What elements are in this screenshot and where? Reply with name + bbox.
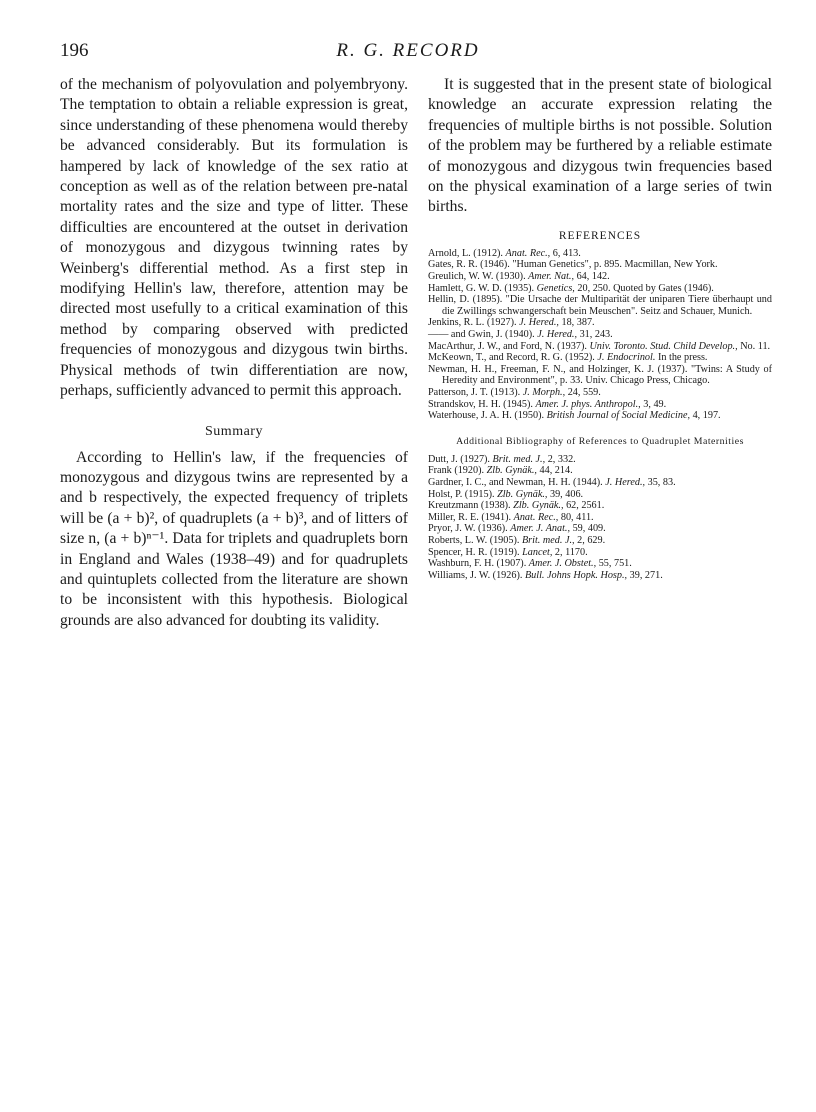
reference-citation: 4, 197. [692,410,721,422]
reference-journal: J. Endocrinol. [597,352,656,364]
reference-item [428,477,772,489]
reference-author: Patterson, J. T. (1913). [428,386,521,398]
additional-references-list [428,454,772,582]
reference-author: Waterhouse, J. A. H. (1950). [428,410,545,422]
reference-citation: No. 11. [740,340,771,352]
reference-journal: Zlb. Gynäk., [513,500,564,512]
reference-citation: In the press. [657,352,708,364]
reference-citation: 31, 243. [579,329,613,340]
reference-item [428,294,772,317]
reference-journal: Brit. med. J., [492,453,546,465]
reference-item [428,399,772,411]
references-heading: REFERENCES [558,229,642,242]
reference-author: MacArthur, J. W., and Ford, N. (1937). [428,340,587,352]
reference-item [428,341,772,353]
reference-author: Miller, R. E. (1941). [428,511,512,523]
summary-heading: Summary [205,423,263,439]
reference-journal: Amer. J. Anat., [510,523,571,535]
reference-citation: 2, 1170. [554,546,588,558]
reference-author: Williams, J. W. (1926). [428,569,523,581]
running-head: R. G. RECORD [336,40,480,61]
reference-author: Newman, H. H., Freeman, F. N., and Holzinger, K. J. (1937). "Twins: A Study of Heredity and Environment", p. 33. Univ. Chicago Press, Chicago. [428,363,772,387]
reference-citation: 3, 49. [643,398,667,410]
reference-citation: 2, 629. [577,534,606,546]
right-column [428,75,772,581]
reference-item [428,410,772,422]
reference-item [428,535,772,547]
reference-author: Hellin, D. (1895). "Die Ursache der Multiparität der uniparen Tiere überhaupt und die Zwillings schwangerschaft bein Meuschen". Seitz and Schauer, Munich. [428,294,772,317]
reference-citation: 39, 271. [629,569,663,581]
reference-citation: 18, 387. [561,317,595,329]
reference-author: Frank (1920). [428,465,485,477]
reference-item [428,512,772,524]
reference-author: Washburn, F. H. (1907). [428,558,527,570]
reference-item [428,570,772,582]
reference-author: Jenkins, R. L. (1927). [428,317,517,329]
reference-item [428,329,772,341]
reference-author: Kreutzmann (1938). [428,500,511,512]
page-number: 196 [60,40,89,61]
left-column [60,75,408,631]
reference-journal: Amer. Nat., [528,271,575,283]
reference-citation: 2, 332. [547,453,576,465]
reference-item [428,352,772,364]
reference-item [428,558,772,570]
reference-citation: 6, 413. [552,247,581,259]
reference-journal: Anat. Rec., [513,511,559,523]
reference-author: Gates, R. R. (1946). "Human Genetics", p. 895. Macmillan, New York. [428,259,718,271]
reference-item [428,387,772,399]
reference-author: Pryor, J. W. (1936). [428,523,508,535]
reference-item [428,547,772,559]
reference-journal: Univ. Toronto. Stud. Child Develop., [589,340,738,352]
reference-citation: 55, 751. [598,558,632,570]
reference-journal: J. Hered., [537,329,578,340]
additional-bibliography-heading: Additional Bibliography of References to Quadruplet Maternities [456,435,744,447]
reference-item [428,248,772,260]
reference-author: Dutt, J. (1927). [428,453,490,465]
reference-author: Arnold, L. (1912). [428,247,503,259]
reference-journal: British Journal of Social Medicine, [546,410,691,422]
reference-item [428,364,772,387]
reference-citation: 39, 406. [549,488,584,500]
reference-author: Gardner, I. C., and Newman, H. H. (1944). [428,476,603,488]
reference-author: Hamlett, G. W. D. (1935). [428,282,535,294]
reference-item [428,465,772,477]
reference-citation: 44, 214. [539,465,573,477]
reference-author: Holst, P. (1915). [428,488,495,500]
reference-journal: Amer. J. Obstet., [528,558,597,570]
summary-paragraph: According to Hellin's law, if the frequencies of monozygous and dizygous twins are represented by a and b respectively, the expected frequency of triplets will be (a + b)², of quadruplets (a + b)³, and of litters of size n, (a + b)ⁿ⁻¹. Data for triplets and quadruplets born in England and Wales (1938–49) and for quadruplets and quintuplets collected from the literature are shown to be inconsistent with this hypothesis. Biological grounds are also advanced for doubting its validity. [60,448,408,629]
reference-journal: Genetics, [536,282,575,294]
reference-author: Greulich, W. W. (1930). [428,271,526,283]
reference-author: McKeown, T., and Record, R. G. (1952). [428,352,595,364]
body-paragraph: of the mechanism of polyovulation and polyembryony. The temptation to obtain a reliable expression is great, since understanding of these phenomena would thereby be advanced considerably. But its formulation is hampered by lack of knowledge of the sex ratio at conception as well as of the relation between pre-natal mortality rates and the size and type of litter. These difficulties are encountered at the outset in derivation of monozygous and dizygous twinning rates by Weinberg's differential method. As a first step in modifying Hellin's law, therefore, attention may be directed most usefully to a critical examination of this method by comparing observed with predicted frequencies of monozygous and dizygous twin births. Physical methods of twin differentiation are now, perhaps, sufficiently advanced to permit this approach. [60,76,408,400]
reference-citation: 80, 411. [560,511,594,523]
reference-citation: 20, 250. Quoted by Gates (1946). [577,282,714,294]
reference-journal: Anat. Rec., [505,247,551,259]
reference-journal: Brit. med. J., [521,534,575,546]
reference-journal: J. Morph., [522,386,566,398]
reference-author: Roberts, L. W. (1905). [428,534,520,546]
references-list [428,248,772,422]
reference-citation: 62, 2561. [566,500,605,512]
reference-journal: Bull. Johns Hopk. Hosp., [524,569,628,581]
reference-author: Strandskov, H. H. (1945). [428,398,533,410]
reference-citation: 59, 409. [572,523,606,535]
reference-item [428,283,772,295]
reference-item [428,523,772,535]
reference-author: Spencer, H. R. (1919). [428,546,520,558]
reference-item [428,489,772,501]
reference-journal: Amer. J. phys. Anthropol., [535,398,641,410]
reference-item [428,317,772,329]
reference-journal: Lancet, [522,546,553,558]
reference-citation: 64, 142. [576,271,610,283]
reference-journal: J. Hered., [605,476,646,488]
reference-item [428,454,772,466]
reference-item [428,500,772,512]
reference-journal: J. Hered., [519,317,559,329]
reference-item [428,259,772,271]
reference-item [428,271,772,283]
reference-journal: Zlb. Gynäk., [497,488,548,500]
conclusion-paragraph: It is suggested that in the present state of biological knowledge an accurate expression relating the frequencies of multiple births is not possible. Solution of the problem may be furthered by a reliable estimate of monozygous and dizygous twin frequencies based on the physical examination of a large series of twin births. [428,76,772,216]
reference-citation: 35, 83. [647,476,676,488]
reference-journal: Zlb. Gynäk., [486,465,537,477]
reference-author: —— and Gwin, J. (1940). [428,329,535,340]
reference-citation: 24, 559. [567,386,601,398]
